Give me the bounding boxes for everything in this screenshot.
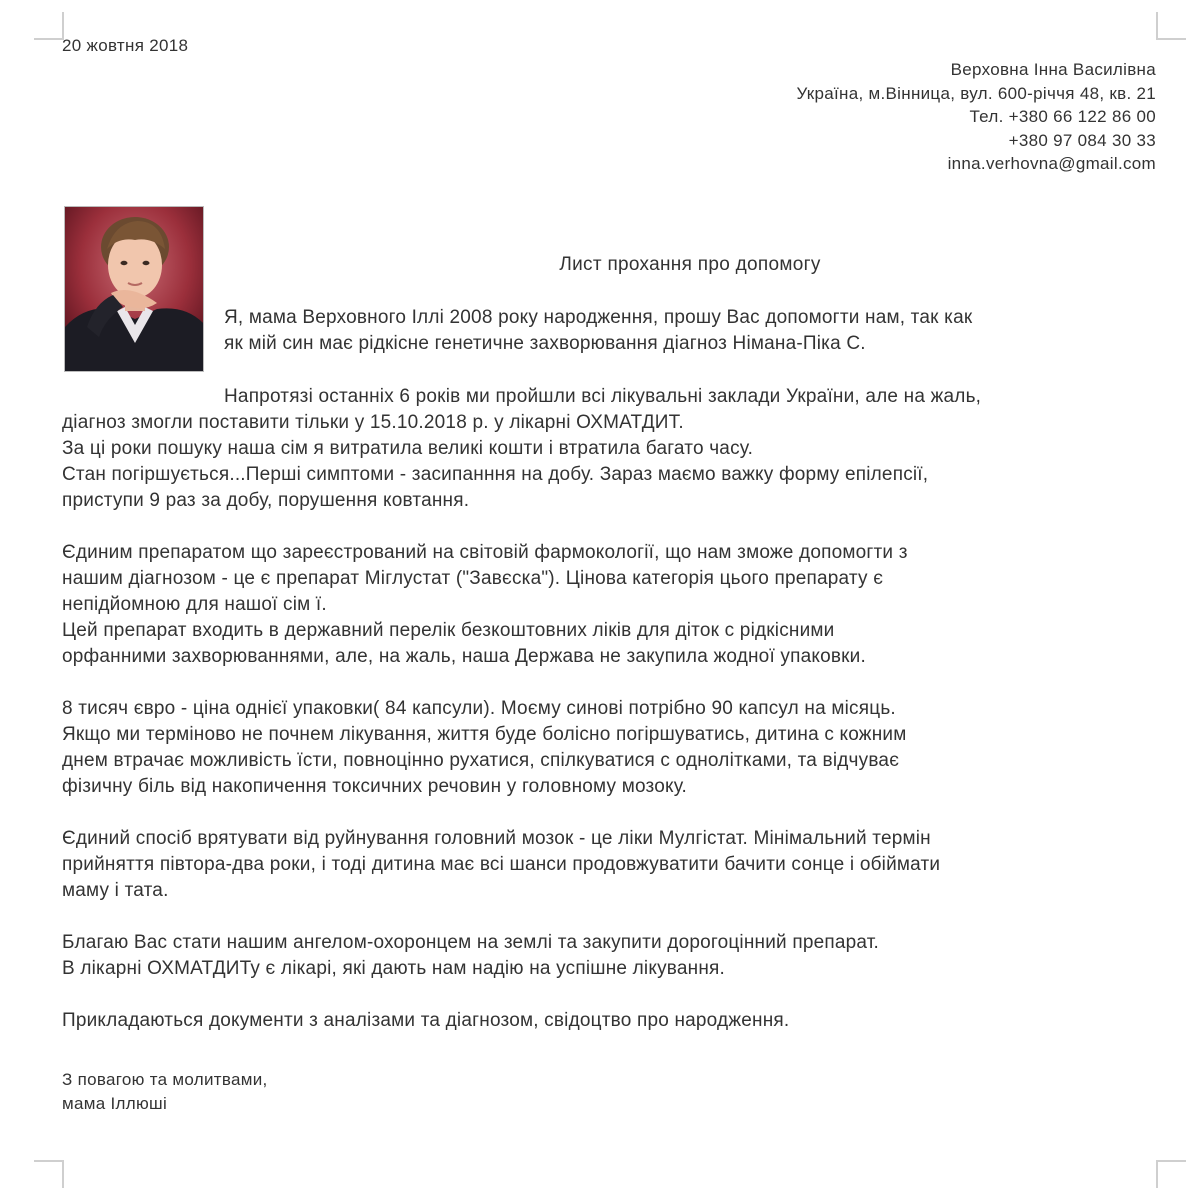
plea-line-2: В лікарні ОХМАТДИТу є лікарі, які дають нам надію на успішне лікування. [62, 958, 725, 979]
treatment-line-2: прийняття півтора-два роки, і тоді дитина має всі шанси продовжуватити бачити сонце і обіймати [62, 854, 941, 875]
medication-line-4: Цей препарат входить в державний перелік безкоштовних ліків для діток с рідкісними [62, 620, 835, 641]
paragraph-cost [62, 696, 1156, 800]
intro-line-2: як мій син має рідкісне генетичне захворювання діагноз Німана-Піка С. [224, 333, 866, 354]
medication-line-2: нашим діагнозом - це є препарат Міглустат ("Завєска"). Цінова категорія цього препарату є [62, 568, 884, 589]
sender-name: Верховна Інна Василівна [950, 60, 1156, 79]
closing-line-1: З повагою та молитвами, [62, 1070, 268, 1089]
paragraph-medication [62, 540, 1156, 670]
crop-mark-top-left [34, 12, 64, 40]
attachments-line: Прикладаються документи з аналізами та діагнозом, свідоцтво про народження. [62, 1010, 790, 1031]
history-line-3: За ці роки пошуку наша сім я витратила великі кошти і втратила багато часу. [62, 438, 754, 459]
letter-title [0, 254, 1200, 276]
cost-line-4: фізичну біль від накопичення токсичних речовин у головному мозоку. [62, 776, 687, 797]
history-line-1: Напротязі останніх 6 років ми пройшли всі лікувальні заклади України, але на жаль, [224, 386, 982, 407]
treatment-line-1: Єдиний спосіб врятувати від руйнування головний мозок - це ліки Мулгістат. Мінімальний термін [62, 828, 931, 849]
history-line-2: діагноз змогли поставити тільки у 15.10.2018 р. у лікарні ОХМАТДИТ. [62, 412, 684, 433]
paragraph-treatment [62, 826, 1156, 904]
intro-line-1: Я, мама Верховного Іллі 2008 року народження, прошу Вас допомогти нам, так как [224, 307, 973, 328]
letter-intro [62, 305, 1156, 383]
letter-date: 20 жовтня 2018 [62, 36, 189, 55]
cost-line-1: 8 тисяч євро - ціна однієї упаковки( 84 капсули). Моєму синові потрібно 90 капсул на місяць. [62, 698, 896, 719]
sender-email: inna.verhovna@gmail.com [947, 154, 1156, 173]
sender-phone-1: Тел. +380 66 122 86 00 [969, 107, 1156, 126]
paragraph-attachments [62, 1008, 1156, 1034]
sender-phone-2: +380 97 084 30 33 [1008, 130, 1156, 150]
closing-line-2: мама Іллюші [62, 1094, 168, 1113]
cost-line-2: Якщо ми терміново не почнем лікування, життя буде болісно погіршуватись, дитина с кожним [62, 724, 907, 745]
history-line-5: приступи 9 раз за добу, порушення ковтання. [62, 490, 470, 511]
letter-body [62, 384, 1156, 1034]
paragraph-history [62, 384, 1156, 514]
medication-line-1: Єдиним препаратом що зареєстрований на світовій фармокології, що нам зможе допомогти з [62, 542, 908, 563]
cost-line-3: днем втрачає можливість їсти, повноцінно рухатися, спілкуватися с однолітками, та відчуває [62, 750, 900, 771]
crop-mark-bottom-left [34, 1160, 64, 1188]
history-line-4: Стан погіршується...Перші симптоми - засипанння на добу. Зараз маємо важку форму епілепсії, [62, 464, 929, 485]
paragraph-plea [62, 930, 1156, 982]
treatment-line-3: маму і тата. [62, 880, 169, 901]
medication-line-3: непідйомною для нашої сім ї. [62, 594, 327, 615]
plea-line-1: Благаю Вас стати нашим ангелом-охоронцем на землі та закупити дорогоцінний препарат. [62, 932, 880, 953]
crop-mark-bottom-right [1156, 1160, 1186, 1188]
sender-address: Україна, м.Вінница, вул. 600-річчя 48, кв. 21 [796, 83, 1156, 103]
crop-mark-top-right [1156, 12, 1186, 40]
closing-block [62, 1068, 268, 1116]
letter-title-text: Лист прохання про допомогу [559, 254, 821, 275]
intro-paragraph [62, 305, 1156, 357]
medication-line-5: орфанними захворюваннями, але, на жаль, наша Держава не закупила жодної упаковки. [62, 646, 866, 667]
sender-block [796, 58, 1156, 176]
